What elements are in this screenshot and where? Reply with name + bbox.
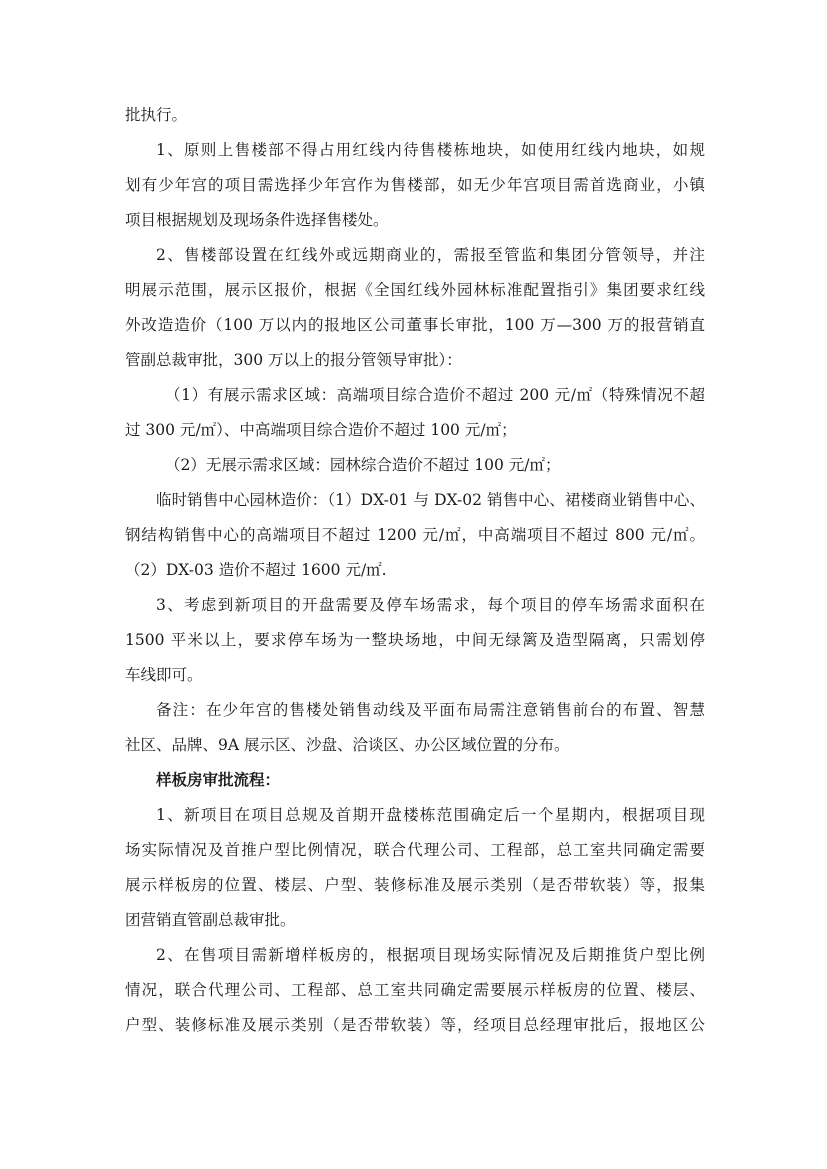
- text-line: （1）有展示需求区域：高端项目综合造价不超过 200 元/㎡（特殊情况不超: [165, 386, 705, 404]
- text-line: 场实际情况及首推户型比例情况，联合代理公司、工程部，总工室共同确定需要: [125, 841, 705, 859]
- text-line: 情况，联合代理公司、工程部、总工室共同确定需要展示样板房的位置、楼层、: [125, 981, 705, 999]
- text-line: 1、新项目在项目总规及首期开盘楼栋范围确定后一个星期内，根据项目现: [156, 806, 705, 824]
- document-body: [125, 98, 705, 1043]
- text-line: 过 300 元/㎡）、中高端项目综合造价不超过 100 元/㎡；: [125, 421, 517, 439]
- text-line: 1500 平米以上，要求停车场为一整块场地，中间无绿篱及造型隔离，只需划停: [125, 631, 705, 649]
- text-line: 1、原则上售楼部不得占用红线内待售楼栋地块，如使用红线内地块，如规: [156, 141, 705, 159]
- text-line: （2）无展示需求区域：园林综合造价不超过 100 元/㎡；: [165, 456, 561, 474]
- text-line: 展示样板房的位置、楼层、户型、装修标准及展示类别（是否带软装）等，报集: [125, 876, 705, 894]
- text-line: 管副总裁审批，300 万以上的报分管领导审批）：: [125, 351, 462, 369]
- text-line: 3、考虑到新项目的开盘需要及停车场需求，每个项目的停车场需求面积在: [156, 596, 705, 614]
- text-line: 明展示范围，展示区报价，根据《全国红线外园林标准配置指引》集团要求红线: [125, 281, 705, 299]
- text-line: 社区、品牌、9A 展示区、沙盘、洽谈区、办公区域位置的分布。: [125, 736, 570, 754]
- text-line: 划有少年宫的项目需选择少年宫作为售楼部，如无少年宫项目需首选商业，小镇: [125, 176, 705, 194]
- text-line: 项目根据规划及现场条件选择售楼处。: [125, 211, 389, 229]
- text-line: 2、售楼部设置在红线外或远期商业的，需报至管监和集团分管领导，并注: [156, 246, 705, 264]
- text-line: 批执行。: [125, 106, 188, 124]
- text-line: 团营销直管副总裁审批。: [125, 911, 296, 929]
- text-line: 2、在售项目需新增样板房的，根据项目现场实际情况及后期推货户型比例: [156, 946, 705, 964]
- text-line: 备注：在少年宫的售楼处销售动线及平面布局需注意销售前台的布置、智慧: [156, 701, 705, 719]
- section-heading: 样板房审批流程：: [156, 771, 281, 789]
- text-line: 户型、装修标准及展示类别（是否带软装）等，经项目总经理审批后，报地区公: [125, 1016, 705, 1034]
- text-line: 车线即可。: [125, 666, 203, 684]
- text-line: 临时销售中心园林造价：（1）DX-01 与 DX-02 销售中心、裙楼商业销售中心、: [156, 491, 705, 509]
- text-line: 外改造造价（100 万以内的报地区公司董事长审批，100 万—300 万的报营销直: [125, 316, 705, 334]
- text-line: （2）DX-03 造价不超过 1600 元/㎡.: [125, 561, 387, 579]
- text-line: 钢结构销售中心的高端项目不超过 1200 元/㎡，中高端项目不超过 800 元/㎡。: [125, 526, 705, 544]
